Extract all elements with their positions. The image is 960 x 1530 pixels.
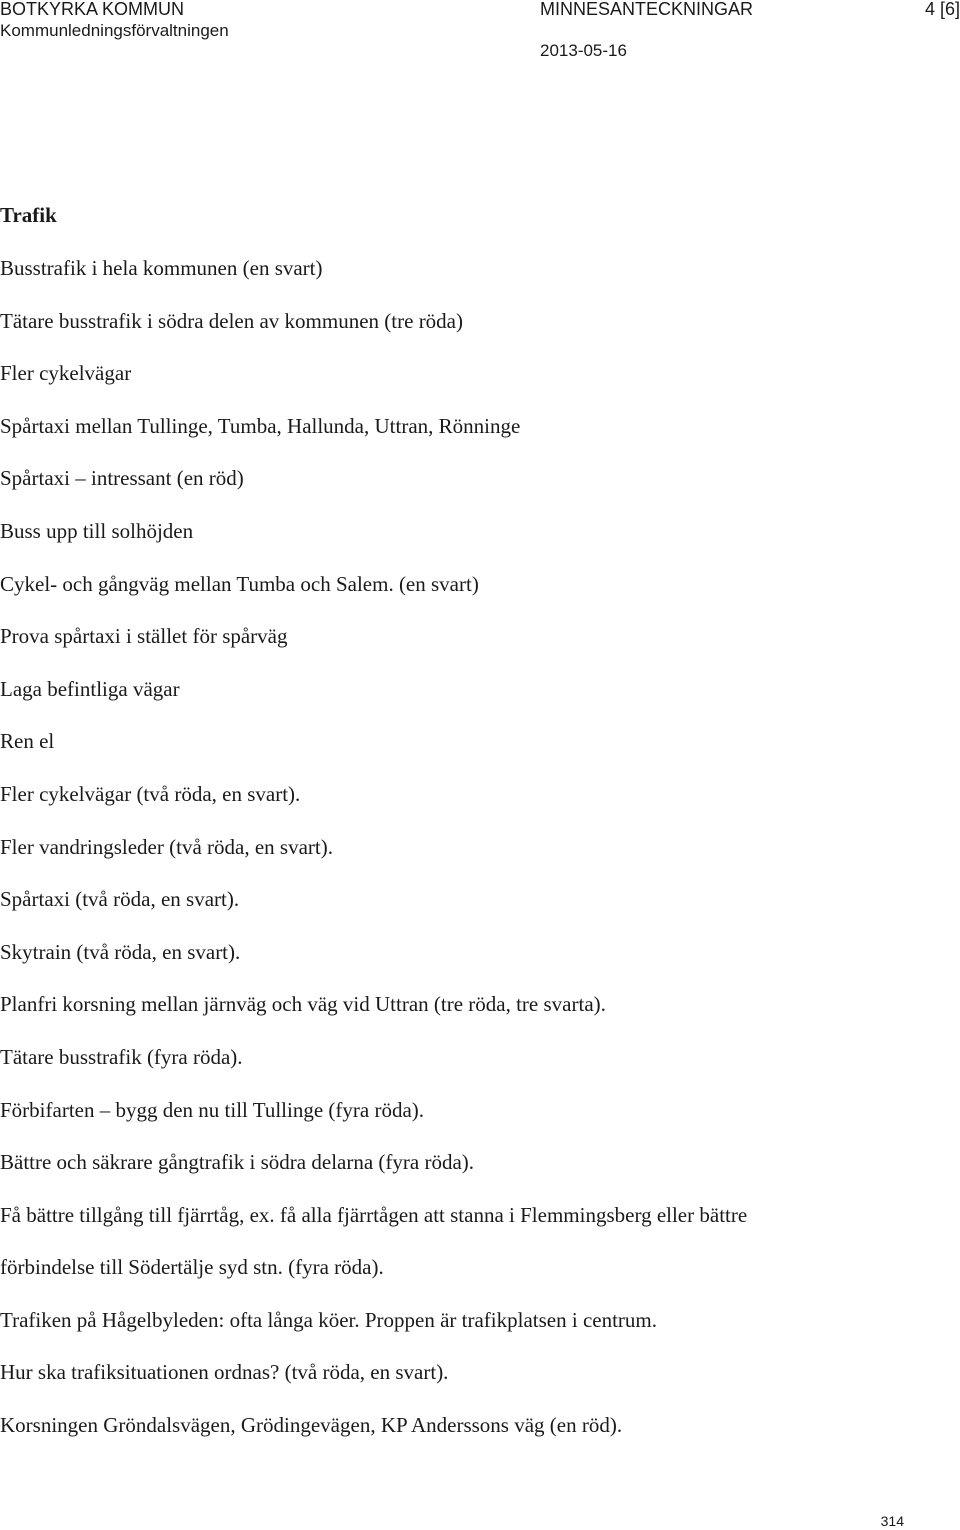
list-item: Tätare busstrafik (fyra röda). [0,1044,243,1069]
list-item: Ren el [0,729,55,754]
document-date: 2013-05-16 [540,41,627,60]
list-item: Fler cykelvägar (två röda, en svart). [0,781,301,806]
org-name: BOTKYRKA KOMMUN [0,0,185,19]
list-item: Laga befintliga vägar [0,676,180,701]
list-item: Hur ska trafiksituationen ordnas? (två röda, en svart). [0,1360,449,1385]
list-item: Busstrafik i hela kommunen (en svart) [0,256,323,280]
list-item: Spårtaxi (två röda, en svart). [0,887,240,912]
list-item: Skytrain (två röda, en svart). [0,939,241,964]
notes-list [0,253,960,1463]
list-item: Prova spårtaxi i stället för spårväg [0,624,288,649]
section-title: Trafik [0,203,57,227]
list-item: Fler cykelvägar [0,361,132,386]
department-name: Kommunledningsförvaltningen [0,21,229,40]
page-number: 314 [880,1513,904,1529]
notes-body [0,200,960,1463]
list-item: Buss upp till solhöjden [0,518,194,543]
list-item: förbindelse till Södertälje syd stn. (fyra röda). [0,1255,384,1280]
list-item: Korsningen Gröndalsvägen, Grödingevägen, KP Anderssons väg (en röd). [0,1413,623,1438]
list-item: Förbifarten – bygg den nu till Tullinge (fyra röda). [0,1097,425,1122]
list-item: Planfri korsning mellan järnväg och väg vid Uttran (tre röda, tre svarta). [0,992,606,1017]
document-type: MINNESANTECKNINGAR [540,0,754,19]
list-item: Cykel- och gångväg mellan Tumba och Salem. (en svart) [0,571,479,596]
page-indicator: 4 [6] [924,0,960,19]
list-item: Trafiken på Hågelbyleden: ofta långa köer. Proppen är trafikplatsen i centrum. [0,1307,658,1332]
list-item: Tätare busstrafik i södra delen av kommunen (tre röda) [0,308,463,333]
list-item: Spårtaxi – intressant (en röd) [0,466,244,491]
list-item: Bättre och säkrare gångtrafik i södra delarna (fyra röda). [0,1150,475,1175]
list-item: Spårtaxi mellan Tullinge, Tumba, Hallunda, Uttran, Rönninge [0,413,521,438]
list-item: Få bättre tillgång till fjärrtåg, ex. få alla fjärrtågen att stanna i Flemmingsberg eller bättre [0,1202,748,1227]
list-item: Fler vandringsleder (två röda, en svart). [0,834,333,859]
